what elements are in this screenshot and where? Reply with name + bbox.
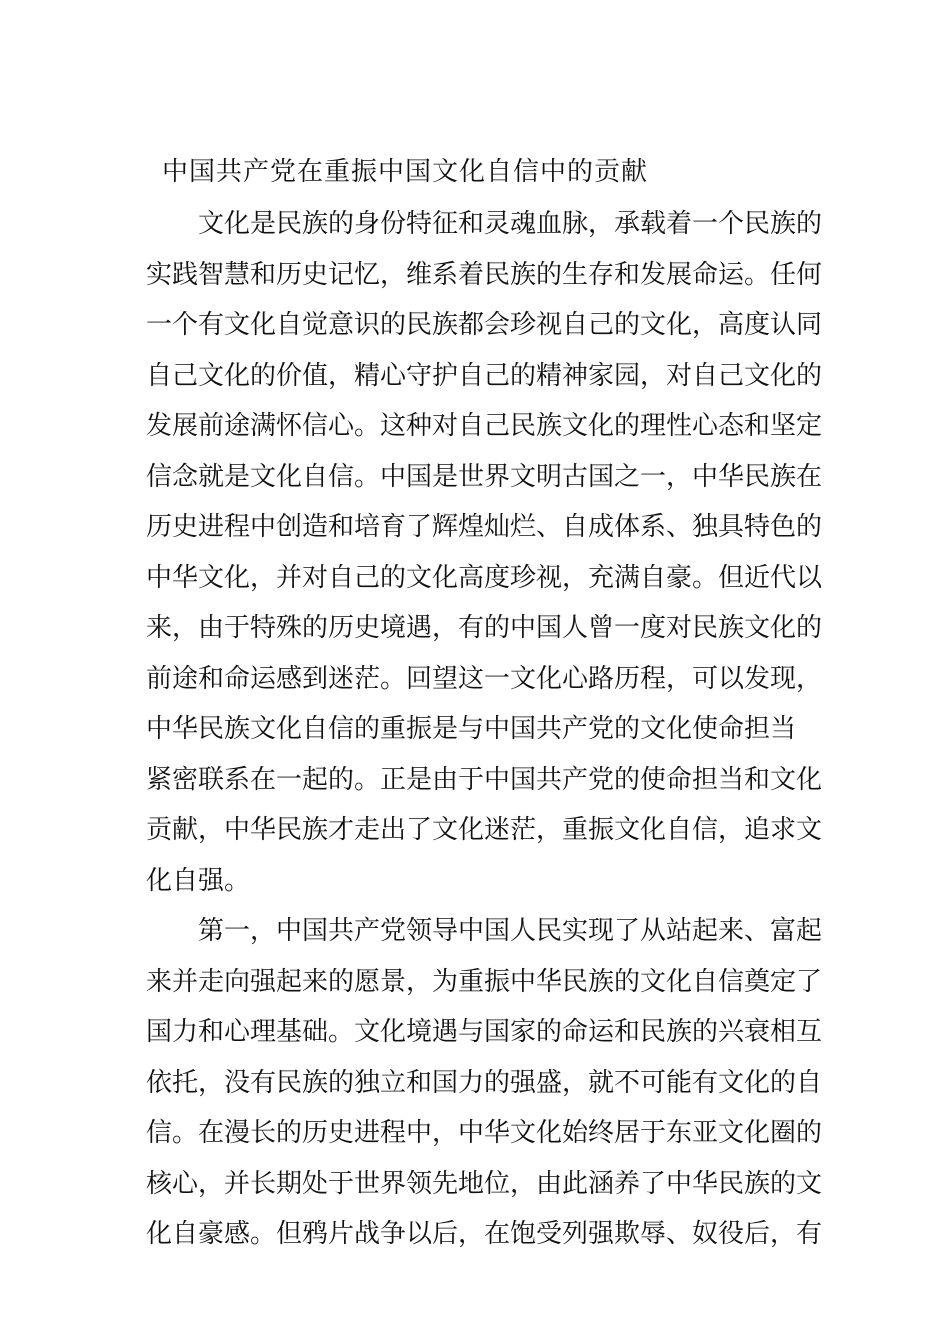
paragraph-line: 信念就是文化自信。中国是世界文明古国之一，中华民族在 (146, 462, 823, 492)
paragraph-line: 贡献，中华民族才走出了文化迷茫，重振文化自信，追求文 (146, 815, 823, 845)
paragraph-line: 化自豪感。但鸦片战争以后，在饱受列强欺辱、奴役后，有 (146, 1219, 823, 1249)
paragraph-line: 依托，没有民族的独立和国力的强盛，就不可能有文化的自 (146, 1068, 823, 1098)
paragraph-line: 国力和心理基础。文化境遇与国家的命运和民族的兴衰相互 (146, 1017, 823, 1047)
paragraph-line: 文化是民族的身份特征和灵魂血脉，承载着一个民族的 (198, 209, 823, 239)
paragraph-line: 一个有文化自觉意识的民族都会珍视自己的文化，高度认同 (146, 310, 823, 340)
paragraph-line: 实践智慧和历史记忆，维系着民族的生存和发展命运。任何 (146, 260, 823, 290)
paragraph-line: 来，由于特殊的历史境遇，有的中国人曾一度对民族文化的 (146, 613, 823, 643)
paragraph-line: 发展前途满怀信心。这种对自己民族文化的理性心态和坚定 (146, 411, 823, 441)
paragraph-line: 紧密联系在一起的。正是由于中国共产党的使命担当和文化 (146, 765, 823, 795)
paragraph-line: 历史进程中创造和培育了辉煌灿烂、自成体系、独具特色的 (146, 512, 823, 542)
paragraph-line: 化自强。 (146, 866, 251, 896)
paragraph-line: 中华文化，并对自己的文化高度珍视，充满自豪。但近代以 (146, 563, 823, 593)
paragraph-line: 核心，并长期处于世界领先地位，由此涵养了中华民族的文 (146, 1169, 823, 1199)
paragraph-line: 信。在漫长的历史进程中，中华文化始终居于东亚文化圈的 (146, 1118, 823, 1148)
paragraph-line: 前途和命运感到迷茫。回望这一文化心路历程，可以发现， (146, 664, 823, 694)
paragraph-line: 自己文化的价值，精心守护自己的精神家园，对自己文化的 (146, 361, 823, 391)
document-title: 中国共产党在重振中国文化自信中的贡献 (162, 157, 649, 187)
paragraph-line: 来并走向强起来的愿景，为重振中华民族的文化自信奠定了 (146, 967, 823, 997)
paragraph-line: 第一，中国共产党领导中国人民实现了从站起来、富起 (198, 916, 823, 946)
paragraph-line: 中华民族文化自信的重振是与中国共产党的文化使命担当 (146, 714, 797, 744)
